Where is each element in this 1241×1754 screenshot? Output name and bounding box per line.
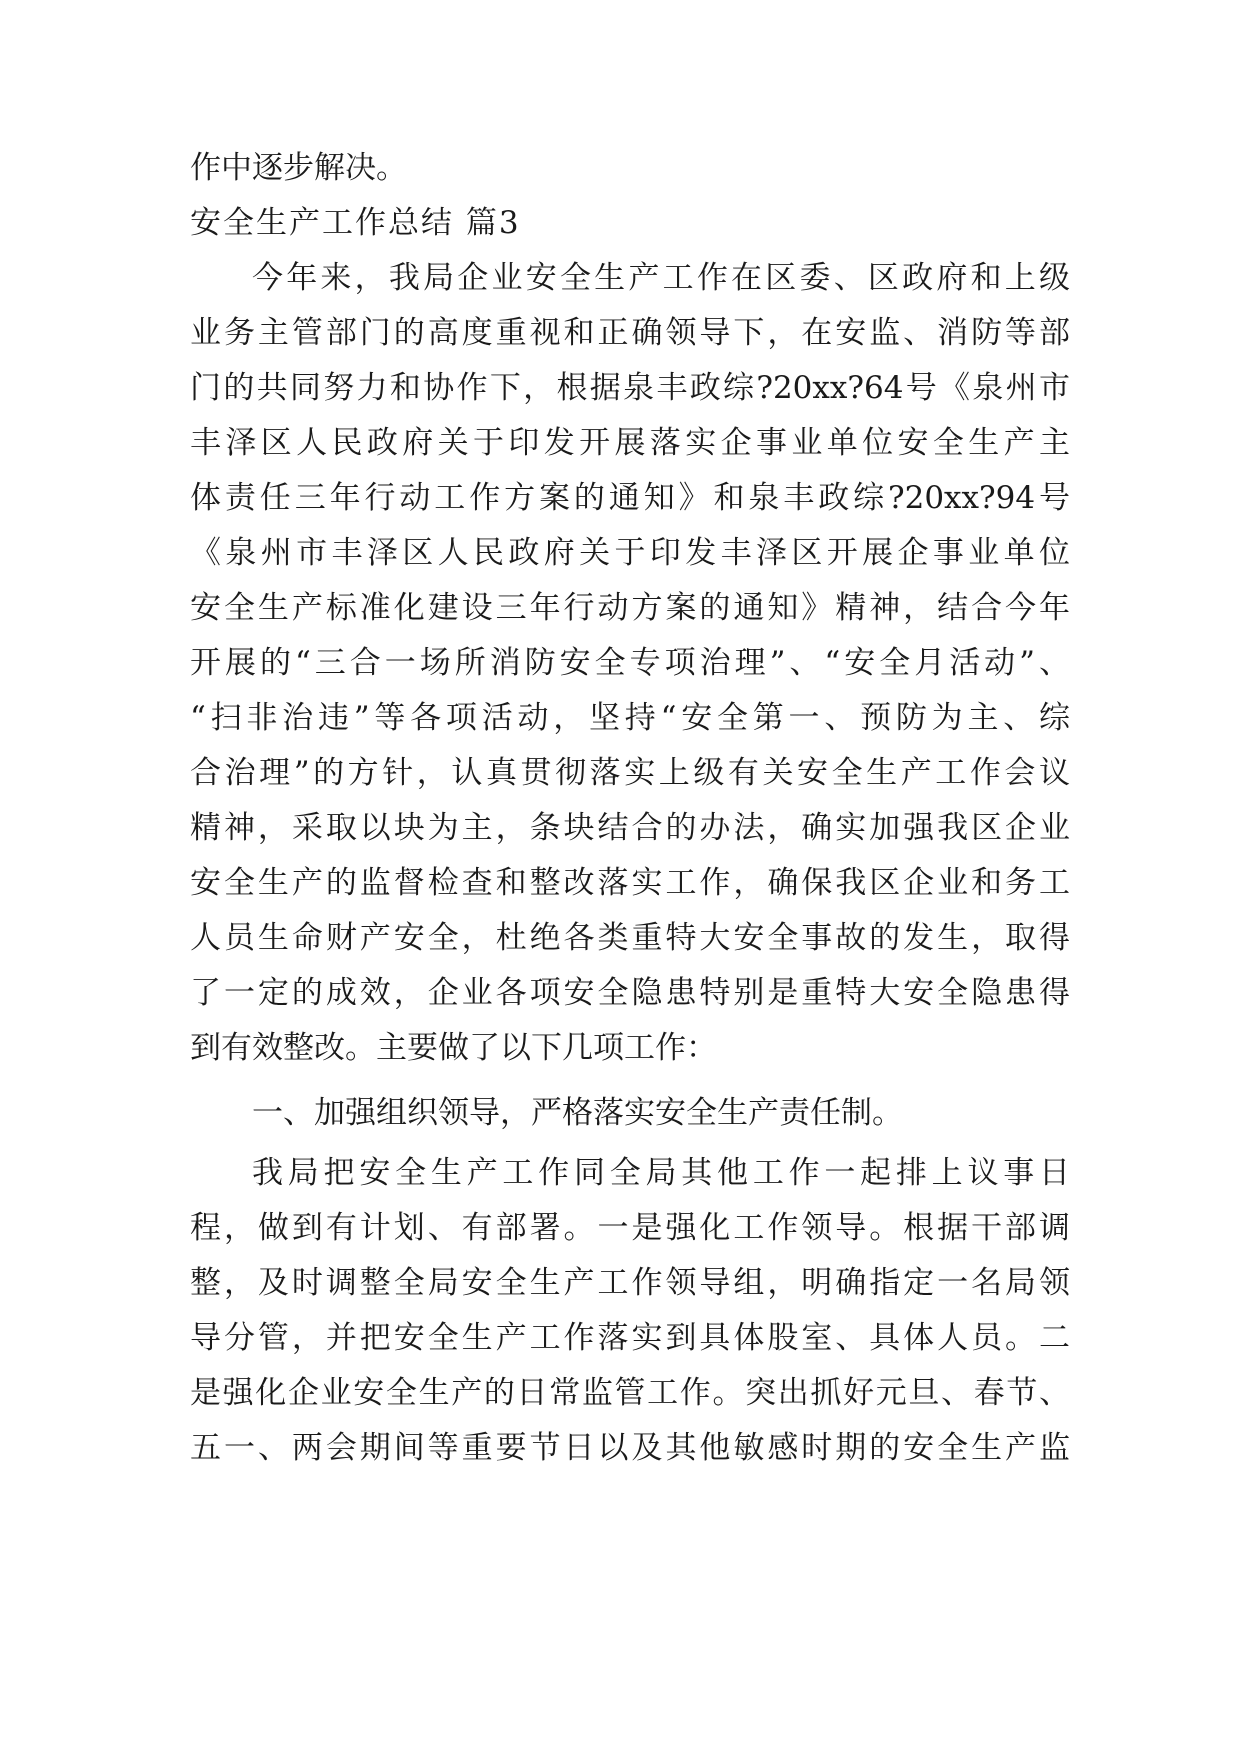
- paragraph1-line: 安全生产标准化建设三年行动方案的通知》精神，结合今年: [190, 590, 1070, 626]
- paragraph2-line: 程，做到有计划、有部署。一是强化工作领导。根据干部调: [190, 1210, 1070, 1246]
- paragraph1-line: 开展的“三合一场所消防安全专项治理”、“安全月活动”、: [190, 645, 1070, 681]
- paragraph2-line: 整，及时调整全局安全生产工作领导组，明确指定一名局领: [190, 1265, 1070, 1301]
- paragraph1-line: 人员生命财产安全，杜绝各类重特大安全事故的发生，取得: [190, 920, 1070, 956]
- paragraph2-line: 是强化企业安全生产的日常监管工作。突出抓好元旦、春节、: [190, 1375, 1070, 1411]
- paragraph1-line: 《泉州市丰泽区人民政府关于印发丰泽区开展企事业单位: [190, 535, 1070, 571]
- paragraph2-line: 五一、两会期间等重要节日以及其他敏感时期的安全生产监: [190, 1430, 1070, 1466]
- paragraph1-line: 今年来，我局企业安全生产工作在区委、区政府和上级: [252, 260, 1070, 296]
- paragraph1-line: 了一定的成效，企业各项安全隐患特别是重特大安全隐患得: [190, 975, 1070, 1011]
- paragraph1-line: 体责任三年行动工作方案的通知》和泉丰政综?20xx?94号: [190, 480, 1070, 516]
- paragraph-fragment: 作中逐步解决。: [190, 150, 407, 186]
- paragraph1-line: “扫非治违”等各项活动，坚持“安全第一、预防为主、综: [190, 700, 1070, 736]
- paragraph1-line: 合治理”的方针，认真贯彻落实上级有关安全生产工作会议: [190, 755, 1070, 791]
- paragraph2-line: 导分管，并把安全生产工作落实到具体股室、具体人员。二: [190, 1320, 1070, 1356]
- paragraph1-line: 到有效整改。主要做了以下几项工作：: [190, 1030, 717, 1066]
- paragraph1-line: 丰泽区人民政府关于印发开展落实企事业单位安全生产主: [190, 425, 1070, 461]
- paragraph1-line: 门的共同努力和协作下，根据泉丰政综?20xx?64号《泉州市: [190, 370, 1070, 406]
- section-title: 安全生产工作总结 篇3: [190, 205, 521, 241]
- paragraph2-line: 我局把安全生产工作同全局其他工作一起排上议事日: [252, 1155, 1070, 1191]
- subheading: 一、加强组织领导，严格落实安全生产责任制。: [252, 1095, 903, 1131]
- paragraph1-line: 精神，采取以块为主，条块结合的办法，确实加强我区企业: [190, 810, 1070, 846]
- paragraph1-line: 安全生产的监督检查和整改落实工作，确保我区企业和务工: [190, 865, 1070, 901]
- paragraph1-line: 业务主管部门的高度重视和正确领导下，在安监、消防等部: [190, 315, 1070, 351]
